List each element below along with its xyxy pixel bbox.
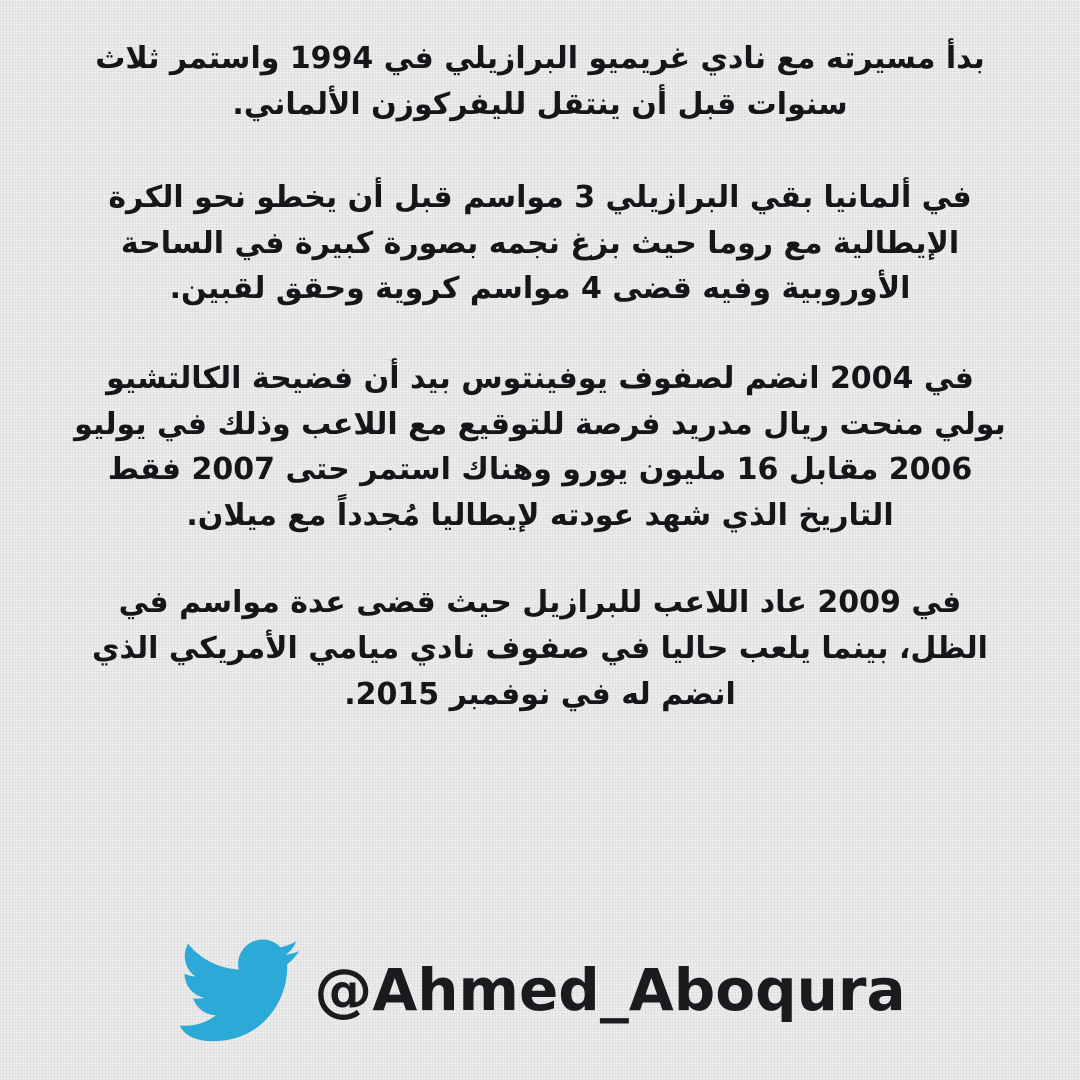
paragraph-3: في 2004 انضم لصفوف يوفينتوس بيد أن فضيحة الكالتشيو بولي منحت ريال مدريد فرصة للتوقيع مع اللاعب وذلك في يوليو 2006 مقابل 16 مليون يورو وهناك استمر حتى 2007 فقط التاريخ الذي شهد عودته لإيطاليا مُجدداً مع ميلان. <box>74 360 1006 533</box>
paragraph-2: في ألمانيا بقي البرازيلي 3 مواسم قبل أن يخطو نحو الكرة الإيطالية مع روما حيث بزغ نجمه بصورة كبيرة في الساحة الأوروبية وفيه قضى 4 مواسم كروية وحقق لقبين. <box>108 180 972 307</box>
credit-footer <box>0 938 1080 1042</box>
twitter-bird-icon <box>174 938 300 1042</box>
paragraph-4: في 2009 عاد اللاعب للبرازيل حيث قضى عدة مواسم في الظل، بينما يلعب حاليا في صفوف نادي ميامي الأمريكي الذي انضم له في نوفمبر 2015. <box>92 585 988 712</box>
article-body <box>66 36 1014 717</box>
paragraph-1: بدأ مسيرته مع نادي غريميو البرازيلي في 1994 واستمر ثلاث سنوات قبل أن ينتقل لليفركوزن الألماني. <box>95 41 985 122</box>
twitter-handle: @Ahmed_Aboqura <box>314 956 906 1024</box>
